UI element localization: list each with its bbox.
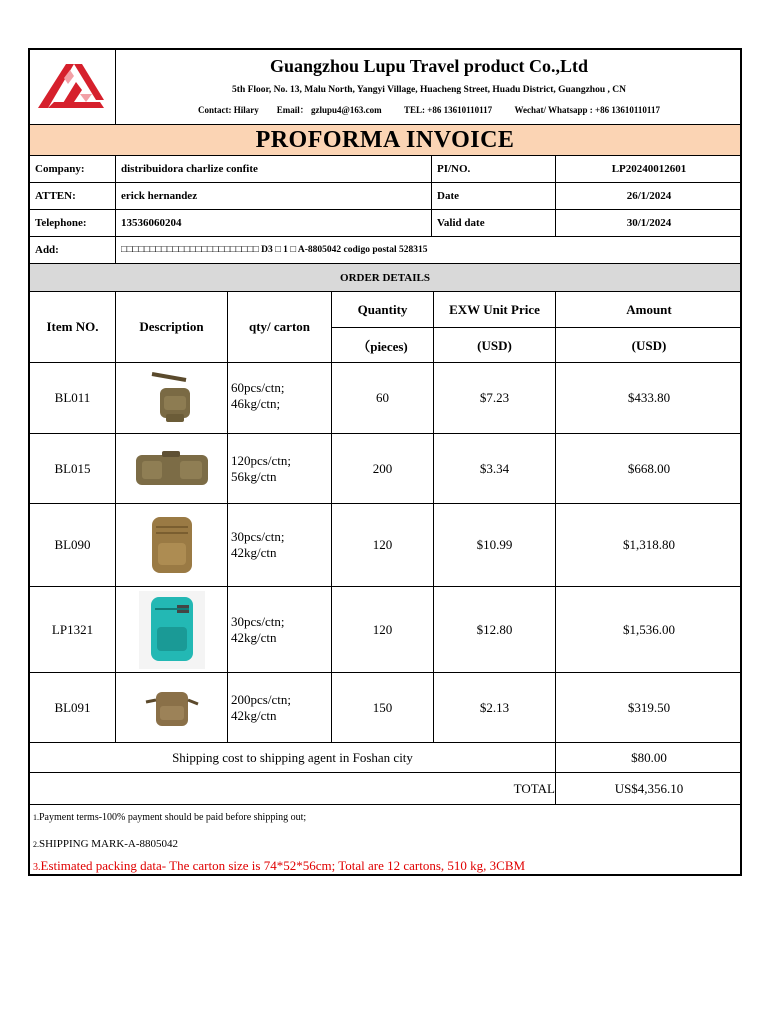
shipping-row bbox=[30, 743, 740, 773]
amount: $433.80 bbox=[627, 390, 671, 405]
telephone-label: Telephone: bbox=[30, 210, 116, 236]
col-qty-carton: qty/ carton bbox=[228, 292, 332, 362]
col-description: Description bbox=[116, 292, 228, 362]
sling-bag-icon bbox=[146, 370, 198, 426]
pino-value: LP20240012601 bbox=[611, 163, 687, 175]
note-packing-data: 3.Estimated packing data- The carton size is 74*52*56cm; Total are 12 cartons, 510 kg, 3CBM bbox=[33, 858, 526, 873]
invoice-title: PROFORMA INVOICE bbox=[255, 126, 515, 153]
col-item-no: Item NO. bbox=[30, 292, 116, 362]
company-contact: Contact: Hilary Email： gzlupu4@163.com TEL: +86 13610110117 Wechat/ Whatsapp : +86 13610110117 bbox=[198, 105, 660, 115]
weight-per-carton: 42kg/ctn bbox=[231, 630, 277, 645]
order-details-label: ORDER DETAILS bbox=[340, 271, 430, 284]
invoice-sheet bbox=[28, 48, 742, 876]
info-row-address bbox=[30, 237, 740, 264]
info-row-telephone bbox=[30, 210, 740, 237]
qty-per-carton: 200pcs/ctn; bbox=[231, 692, 291, 707]
tactical-backpack-icon bbox=[146, 513, 198, 577]
unit-price: $7.23 bbox=[434, 363, 556, 433]
table-row bbox=[30, 673, 740, 743]
note-shipping-mark: 2.SHIPPING MARK-A-8805042 bbox=[33, 838, 179, 850]
qty-per-carton: 30pcs/ctn; bbox=[231, 614, 285, 629]
weight-per-carton: 42kg/ctn bbox=[231, 545, 277, 560]
weight-per-carton: 56kg/ctn bbox=[231, 469, 277, 484]
total-label: TOTAL bbox=[30, 773, 556, 804]
col-unit-price-currency: (USD) bbox=[477, 337, 512, 353]
qty-per-carton: 60pcs/ctn; bbox=[231, 380, 285, 395]
company-address: 5th Floor, No. 13, Malu North, Yangyi Village, Huacheng Street, Huadu District, Guangzhou , CN bbox=[232, 85, 626, 95]
company-value: distribuidora charlize confite bbox=[116, 156, 432, 182]
company-logo bbox=[30, 50, 116, 124]
address-label: Add: bbox=[30, 237, 116, 263]
qty-per-carton: 120pcs/ctn; bbox=[231, 453, 291, 468]
col-amount-currency: (USD) bbox=[631, 337, 667, 353]
teal-backpack-icon bbox=[139, 591, 205, 669]
table-row bbox=[30, 504, 740, 587]
valid-date-value: 30/1/2024 bbox=[626, 217, 672, 229]
item-no: BL015 bbox=[30, 434, 116, 503]
unit-price: $10.99 bbox=[434, 504, 556, 586]
quantity: 200 bbox=[332, 434, 434, 503]
amount: $319.50 bbox=[627, 699, 671, 715]
date-value: 26/1/2024 bbox=[626, 190, 672, 202]
title-row bbox=[30, 125, 740, 156]
col-quantity: Quantity bbox=[332, 292, 433, 328]
company-name: Guangzhou Lupu Travel product Co.,Ltd bbox=[269, 56, 589, 76]
item-no: LP1321 bbox=[30, 587, 116, 672]
unit-price: $12.80 bbox=[434, 587, 556, 672]
order-details-row bbox=[30, 264, 740, 292]
col-unit-price: EXW Unit Price bbox=[434, 292, 555, 328]
date-label: Date bbox=[432, 183, 556, 209]
product-image bbox=[116, 504, 228, 586]
quantity: 120 bbox=[332, 504, 434, 586]
quantity: 120 bbox=[332, 587, 434, 672]
telephone-value: 13536060204 bbox=[116, 210, 432, 236]
qty-per-carton: 30pcs/ctn; bbox=[231, 529, 285, 544]
lupu-logo-icon bbox=[30, 50, 116, 124]
amount: $1,318.80 bbox=[623, 537, 675, 552]
weight-per-carton: 46kg/ctn; bbox=[231, 396, 281, 411]
quantity: 60 bbox=[332, 363, 434, 433]
total-amount: US$4,356.10 bbox=[614, 780, 684, 796]
table-row bbox=[30, 434, 740, 504]
notes bbox=[33, 810, 733, 876]
pino-label: PI/NO. bbox=[432, 156, 556, 182]
item-no: BL011 bbox=[30, 363, 116, 433]
weight-per-carton: 42kg/ctn bbox=[231, 708, 277, 723]
product-image bbox=[116, 673, 228, 742]
header bbox=[30, 50, 740, 125]
amount: $1,536.00 bbox=[623, 621, 675, 637]
table-row bbox=[30, 587, 740, 673]
valid-date-label: Valid date bbox=[432, 210, 556, 236]
table-row bbox=[30, 363, 740, 434]
note-payment-terms: 1.Payment terms-100% payment should be paid before shipping out; bbox=[33, 812, 307, 823]
atten-value: erick hernandez bbox=[116, 183, 432, 209]
amount: $668.00 bbox=[627, 460, 671, 476]
shipping-amount: $80.00 bbox=[631, 749, 667, 765]
item-no: BL091 bbox=[30, 673, 116, 742]
col-quantity-unit: （pieces) bbox=[357, 339, 408, 354]
unit-price: $3.34 bbox=[434, 434, 556, 503]
product-image bbox=[116, 434, 228, 503]
pouch-bag-icon bbox=[142, 682, 202, 734]
waist-bag-icon bbox=[132, 447, 212, 491]
product-image bbox=[116, 363, 228, 433]
atten-label: ATTEN: bbox=[30, 183, 116, 209]
company-label: Company: bbox=[30, 156, 116, 182]
shipping-label: Shipping cost to shipping agent in Foshan city bbox=[30, 743, 556, 772]
info-row-atten bbox=[30, 183, 740, 210]
quantity: 150 bbox=[332, 673, 434, 742]
product-image bbox=[116, 587, 228, 672]
info-row-company bbox=[30, 156, 740, 183]
col-amount: Amount bbox=[556, 292, 742, 328]
address-value: □□□□□□□□□□□□□□□□□□□□□□□□ D3 □ 1 □ A-8805042 codigo postal 528315 bbox=[121, 245, 428, 255]
item-no: BL090 bbox=[30, 504, 116, 586]
total-row bbox=[30, 773, 740, 805]
unit-price: $2.13 bbox=[434, 673, 556, 742]
column-header-row bbox=[30, 292, 740, 363]
